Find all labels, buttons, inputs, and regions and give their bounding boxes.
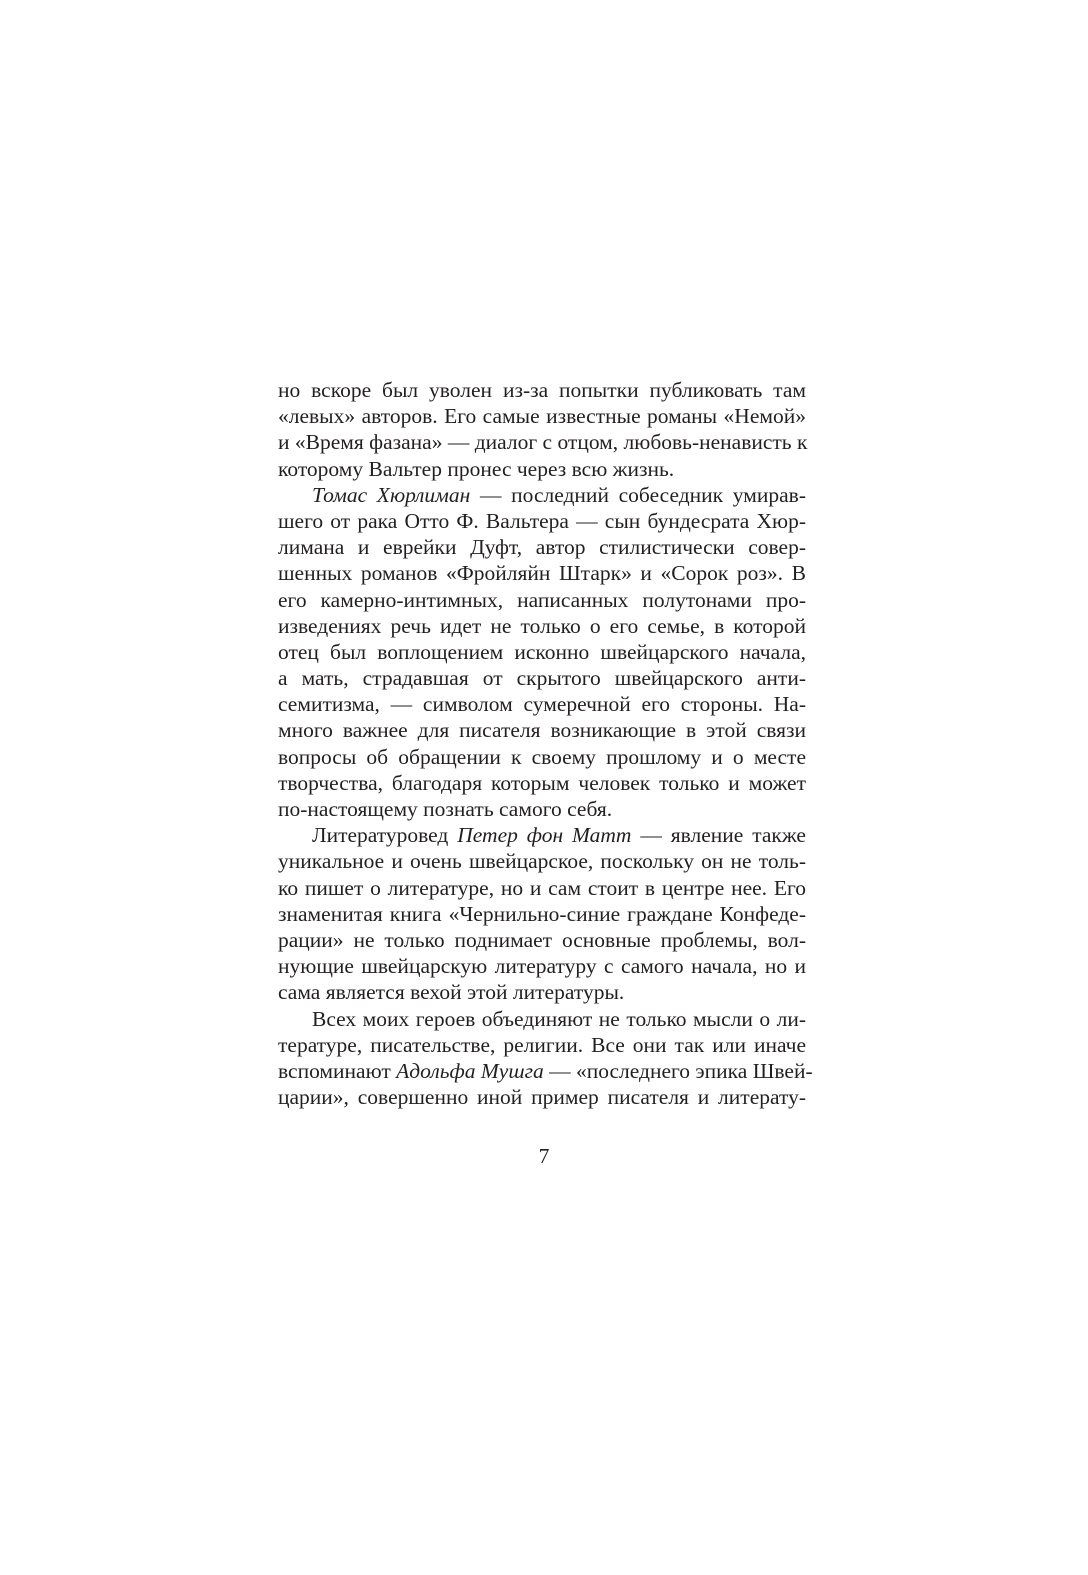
text-line [278, 979, 806, 1005]
paragraph [278, 482, 806, 822]
text-run: отец был воплощением исконно швейцарского начала, [278, 639, 806, 664]
text-line [278, 1006, 806, 1032]
paragraph [278, 377, 806, 482]
text-line [278, 717, 806, 743]
text-run: царии», совершенно иной пример писателя и литерату- [278, 1085, 806, 1110]
text-run: шего от рака Отто Ф. Вальтера — сын бундесрата Хюр- [278, 508, 806, 533]
paragraph [278, 822, 806, 1005]
text-line [278, 927, 806, 953]
text-line [278, 665, 806, 691]
text-run: его камерно-интимных, написанных полутонами про- [278, 587, 806, 612]
text-run: по-настоящему познать самого себя. [278, 797, 613, 821]
text-run: но вскоре был уволен из-за попытки публиковать там [278, 378, 806, 402]
text-run: рации» не только поднимает основные проблемы, вол- [278, 927, 806, 952]
text-line [278, 456, 806, 482]
text-line [278, 639, 806, 665]
text-run: лимана и еврейки Дуфт, автор стилистически совер- [278, 535, 806, 560]
italic-name: Томас Хюрлиман [312, 482, 471, 507]
paragraph [278, 1006, 813, 1111]
text-line [278, 613, 806, 639]
text-run: тературе, писательстве, религии. Все они так или иначе [278, 1032, 806, 1057]
text-run: Всех моих героев объединяют не только мысли о ли- [312, 1006, 806, 1031]
text-run: уникальное и очень швейцарское, поскольку он не толь- [278, 849, 806, 874]
text-line [278, 508, 806, 534]
text-run: «левых» авторов. Его самые известные романы «Немой» [278, 404, 806, 429]
body-text [278, 377, 813, 1110]
text-run: вспоминают [278, 1058, 397, 1083]
page-number: 7 [538, 1144, 550, 1168]
text-run: Литературовед [312, 823, 458, 848]
text-line [278, 403, 806, 429]
text-line [278, 848, 806, 874]
text-run: знаменитая книга «Чернильно-синие граждане Конфеде- [278, 901, 806, 926]
text-run: сама является вехой этой литературы. [278, 980, 625, 1005]
text-run: — последний собеседник умирав- [470, 482, 806, 507]
text-run: творчества, благодаря которым человек только и может [278, 770, 806, 795]
text-line [278, 560, 806, 586]
text-line [278, 429, 806, 455]
text-line [278, 691, 806, 717]
text-line [278, 796, 806, 822]
text-run: а мать, страдавшая от скрытого швейцарского анти- [278, 666, 806, 691]
text-line [278, 1058, 813, 1084]
text-run: и «Время фазана» — диалог с отцом, любовь-ненависть к [278, 430, 808, 455]
text-run: — «последнего эпика Швей- [543, 1058, 813, 1083]
text-run: нующие швейцарскую литературу с самого начала, но и [278, 954, 806, 979]
italic-name: Адольфа Мушга [396, 1058, 544, 1083]
text-line [278, 953, 806, 979]
text-line [278, 822, 806, 848]
text-line [278, 534, 806, 560]
text-line [278, 744, 806, 770]
text-line [278, 770, 806, 796]
text-line [278, 587, 806, 613]
text-line [278, 901, 806, 927]
text-run: которому Вальтер пронес через всю жизнь. [278, 456, 675, 481]
text-run: семитизма, — символом сумеречной его стороны. На- [278, 692, 806, 717]
text-run: шенных романов «Фройляйн Штарк» и «Сорок роз». В [278, 561, 806, 586]
text-line [278, 875, 806, 901]
text-run: — явление также [631, 823, 806, 848]
text-line [278, 1084, 806, 1110]
text-line [278, 482, 806, 508]
text-run: вопросы об обращении к своему прошлому и о месте [278, 744, 806, 769]
text-run: ко пишет о литературе, но и сам стоит в центре нее. Его [278, 875, 806, 900]
text-line [278, 1032, 806, 1058]
italic-name: Петер фон Матт [457, 823, 632, 848]
text-run: изведениях речь идет не только о его семье, в которой [278, 613, 806, 638]
text-line [278, 377, 806, 403]
text-run: много важнее для писателя возникающие в этой связи [278, 718, 806, 743]
